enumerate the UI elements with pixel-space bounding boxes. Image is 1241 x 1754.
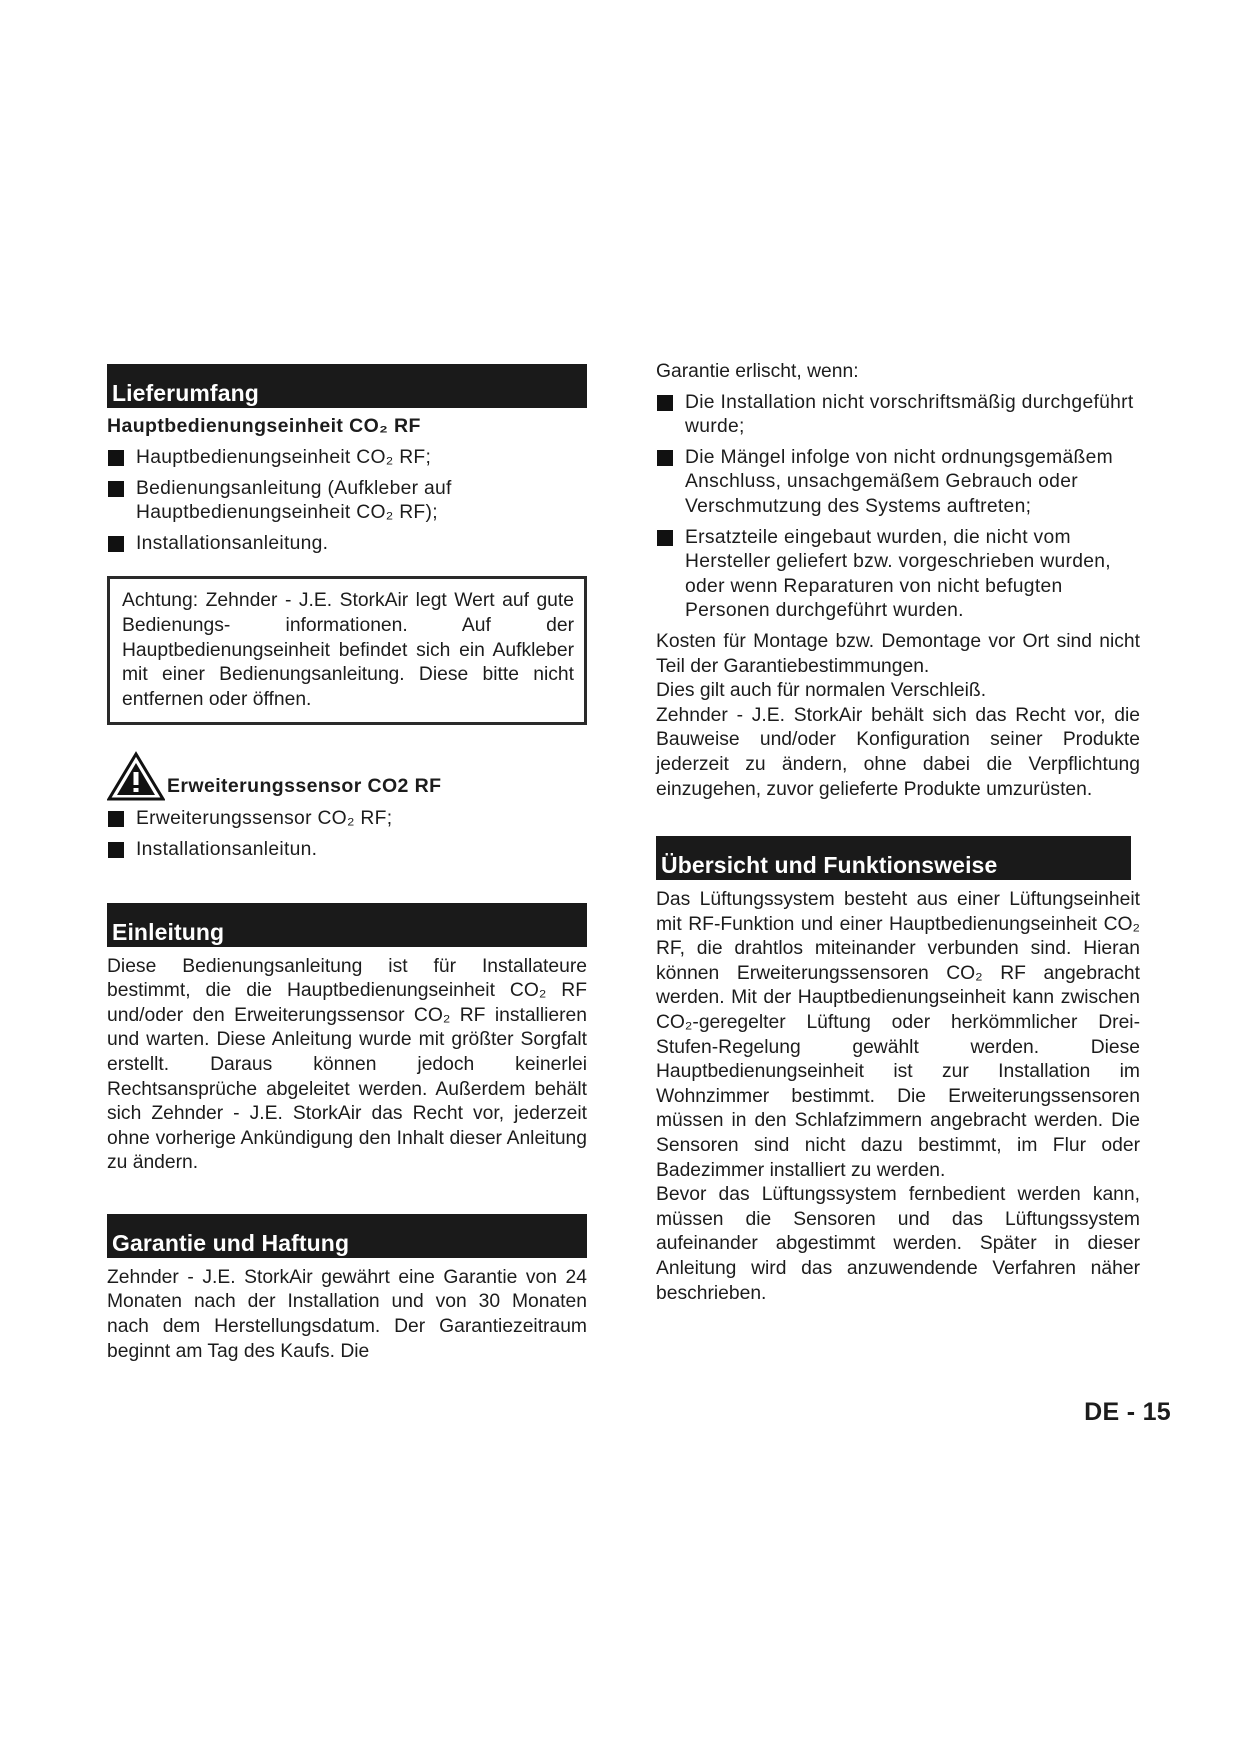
square-bullet-icon [108,536,124,552]
einleitung-text: Diese Bedienungsanleitung ist für Installateure bestimmt, die die Hauptbedienungseinheit CO₂ RF und/oder den Erweiterungssensor CO₂ RF installieren und warten. Diese Anleitung wurde mit größter Sorgfalt erstellt. Daraus können jedoch keinerlei Rechtsansprüche abgeleitet werden. Außerdem behält sich Zehnder - J.E. StorkAir das Recht vor, jederzeit ohne vorherige Ankündigung den Inhalt dieser Anleitung zu ändern. [107,955,587,1174]
main-unit-contents-list [107,446,587,556]
list-item-text: Ersatzteile eingebaut wurden, die nicht vom Hersteller geliefert bzw. vorgeschrieben wurden, oder wenn Reparaturen von nicht befugten Personen durchgeführt wurden. [685,526,1111,622]
list-item [656,446,1140,520]
square-bullet-icon [108,811,124,827]
list-item-text: Die Mängel infolge von nicht ordnungsgemäßem Anschluss, unsachgemäßem Gebrauch oder Verschmutzung des Systems auftreten; [685,446,1113,517]
sensor-heading [107,751,587,801]
list-item-text: Hauptbedienungseinheit CO₂ RF; [136,447,432,468]
square-bullet-icon [108,842,124,858]
uebersicht-text: Das Lüftungssystem besteht aus einer Lüftungseinheit mit RF-Funktion und einer Hauptbedienungseinheit CO₂ RF, die drahtlos miteinander verbunden sind. Hieran können Erweiterungssensoren CO₂ RF angebracht werden. Mit der Hauptbedienungseinheit kann zwischen CO₂-geregelter Lüftung oder herkömmlicher Drei-Stufen-Regelung gewählt werden. Diese Hauptbedienungseinheit ist zur Installation im Wohnzimmer bestimmt. Die Erweiterungssensoren müssen in den Schlafzimmern angebracht werden. Die Sensoren sind nicht dazu bestimmt, im Flur oder Badezimmer installiert zu werden. [656,889,1140,1181]
garantie-intro: Garantie erlischt, wenn: [656,361,859,382]
notice-box [107,576,587,725]
list-item [107,532,587,557]
garantie-costs-text: Kosten für Montage bzw. Demontage vor Ort sind nicht Teil der Garantiebestimmungen. [656,630,1140,677]
left-column [107,364,587,1364]
warning-triangle-icon [107,751,165,801]
garantie-conditions-list [656,391,1140,624]
main-unit-subtitle: Hauptbedienungseinheit CO₂ RF [107,415,421,437]
garantie-text: Zehnder - J.E. StorkAir gewährt eine Garantie von 24 Monaten nach der Installation und von 30 Monaten nach dem Herstellungsdatum. Der Garantiezeitraum beginnt am Tag des Kaufs. Die [107,1266,587,1362]
sensor-contents-list [107,807,587,862]
list-item-text: Installationsanleitung. [136,532,329,554]
sensor-subtitle: Erweiterungssensor CO2 RF [167,775,442,798]
uebersicht-text-2: Bevor das Lüftungssystem fernbedient werden kann, müssen die Sensoren und das Lüftungssystem aufeinander abgestimmt werden. Später in dieser Anleitung wird das anzuwendende Verfahren näher beschrieben. [656,1184,1140,1304]
list-item [107,838,587,863]
list-item [656,391,1140,440]
section-header-uebersicht: Übersicht und Funktionsweise [656,836,1131,880]
square-bullet-icon [657,530,673,546]
list-item-text: Bedienungsanleitung (Aufkleber auf Hauptbedienungseinheit CO₂ RF); [136,477,452,524]
list-item [656,526,1140,624]
square-bullet-icon [108,481,124,497]
list-item [107,446,587,471]
list-item-text: Installationsanleitun. [136,838,318,860]
section-header-garantie: Garantie und Haftung [107,1214,587,1258]
right-column [656,360,1140,1306]
list-item-text: Die Installation nicht vorschriftsmäßig durchgeführt wurde; [685,391,1134,438]
list-item [107,807,587,832]
list-item [107,477,587,526]
garantie-wear-text: Dies gilt auch für normalen Verschleiß. [656,680,987,702]
square-bullet-icon [657,450,673,466]
section-header-einleitung: Einleitung [107,903,587,947]
section-header-lieferumfang: Lieferumfang [107,364,587,408]
square-bullet-icon [657,395,673,411]
notice-text: Achtung: Zehnder - J.E. StorkAir legt Wert auf gute Bedienungs- informationen. Auf der Hauptbedienungseinheit befindet sich ein Aufkleber mit einer Bedienungsanleitung. Diese bitte nicht entfernen oder öffnen. [122,590,574,710]
page-number: DE - 15 [1084,1398,1171,1426]
list-item-text: Erweiterungssensor CO₂ RF; [136,808,393,830]
garantie-rights-text: Zehnder - J.E. StorkAir behält sich das Recht vor, die Bauweise und/oder Konfiguration seiner Produkte jederzeit zu ändern, ohne dabei die Verpflichtung einzugehen, zuvor gelieferte Produkte umzurüsten. [656,704,1140,800]
square-bullet-icon [108,450,124,466]
